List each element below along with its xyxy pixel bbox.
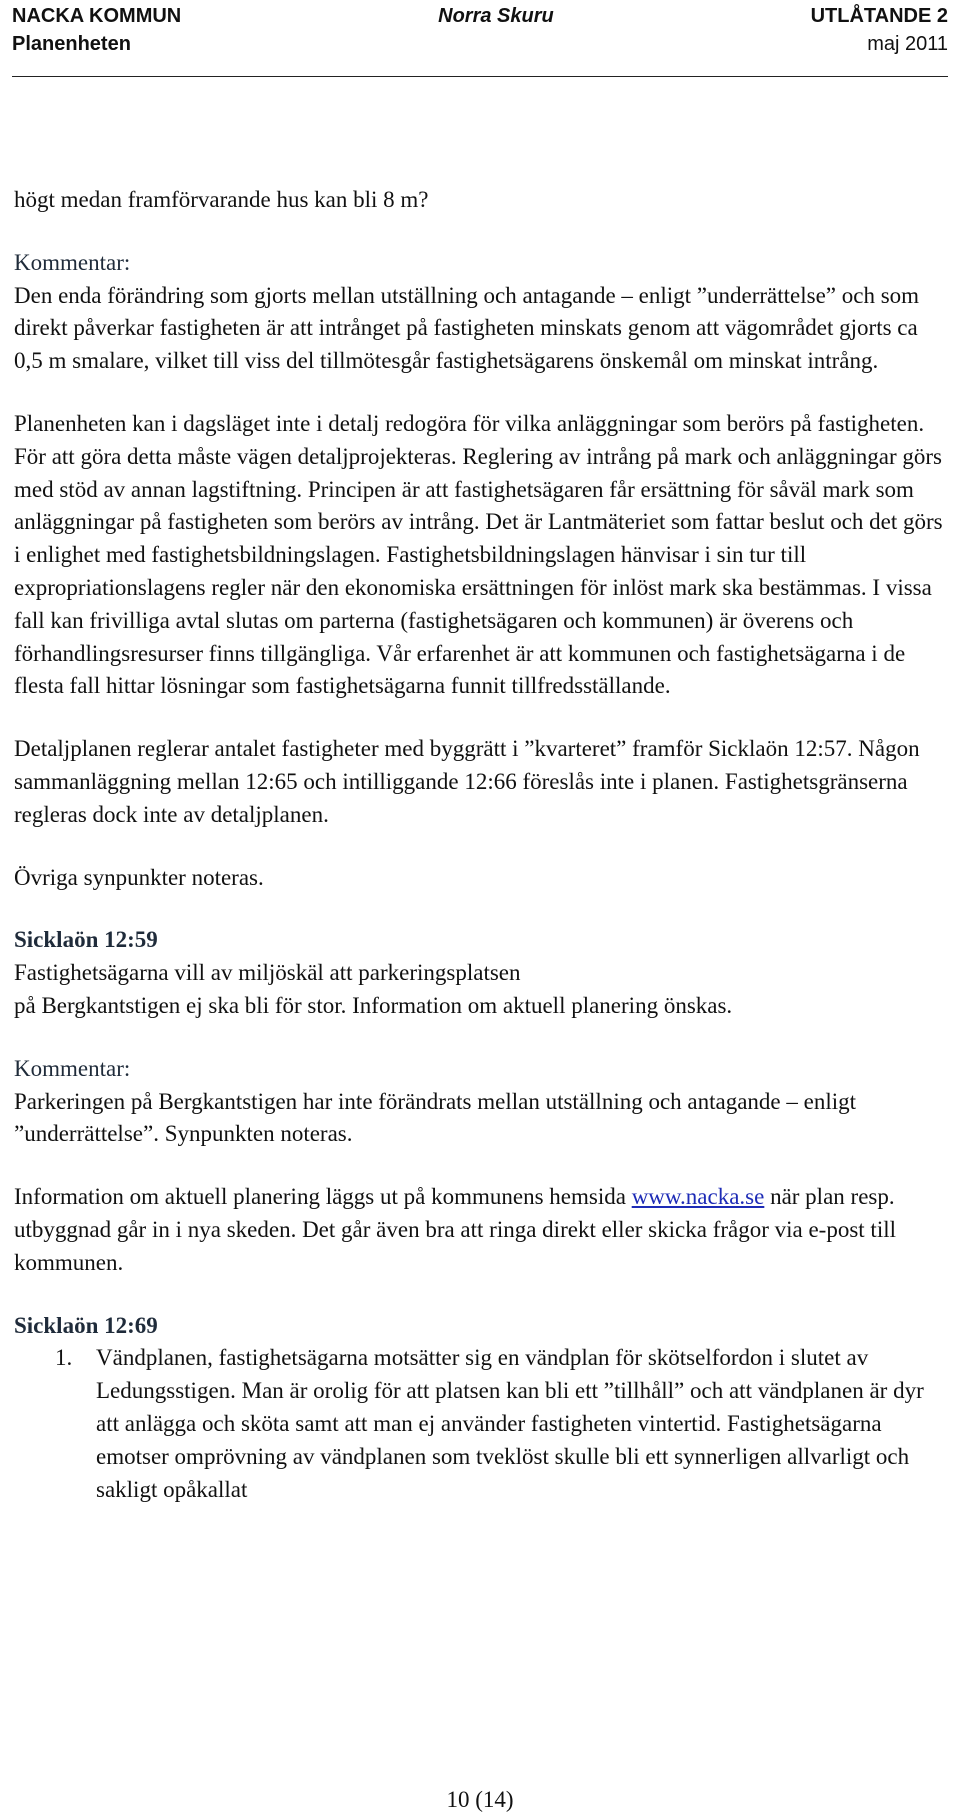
numbered-list (14, 1342, 944, 1506)
spacer (14, 1151, 944, 1181)
spacer (14, 832, 944, 862)
paragraph-other-notes: Övriga synpunkter noteras. (14, 864, 264, 890)
comment-label: Kommentar: (14, 249, 131, 275)
paragraph-intro: högt medan framförvarande hus kan bli 8 m? (14, 187, 429, 212)
header-project-title: Norra Skuru (438, 5, 554, 27)
document-header (12, 2, 948, 77)
header-document-type: UTLÅTANDE 2 (810, 5, 948, 27)
spacer (14, 217, 944, 247)
section-text-line-1: Fastighetsägarna vill av miljöskäl att parkeringsplatsen (14, 960, 521, 986)
comment-text: Den enda förändring som gjorts mellan utställning och antagande – enligt ”underrättelse” och som direkt påverkar fastigheten är att intrånget på fastigheten minskats genom att vägområdet gjorts ca 0,5 m smalare, vilket till viss del tillmötesgår fastighetsägarens önskemål om minskat intrång. (14, 282, 920, 374)
spacer (14, 703, 944, 733)
spacer (14, 894, 944, 924)
section-text-line-2: på Bergkantstigen ej ska bli för stor. Information om aktuell planering önskas. (14, 992, 733, 1018)
paragraph-planning: Planenheten kan i dagsläget inte i detalj redogöra för vilka anläggningar som berörs på fastigheten. För att göra detta måste vägen detaljprojekteras. Reglering av intrång på mark och anläggningar görs med stöd av annan lagstiftning. Principen är att fastighetsägaren får ersättning för såväl mark som anläggningar på fastigheten som berörs av intrång. Det är Lantmäteriet som fattar beslut och det görs i enlighet med fastighetsbildningslagen. Fastighetsbildningslagen hänvisar i sin tur till expropriationslagens regler när den ekonomiska ersättningen för inlöst mark ska bestämmas. I vissa fall kan frivilliga avtal slutas om parterna (fastighetsägaren och kommunen) är överens och förhandlingsresurser finns tillgängliga. Vår erfarenhet är att kommunen och fastighetsägarna i de flesta fall hittar lösningar som fastighetsägarna funnit tillfredsställande. (14, 410, 943, 699)
text-before-link: Information om aktuell planering läggs ut på kommunens hemsida (14, 1184, 632, 1210)
website-link[interactable]: www.nacka.se (631, 1184, 765, 1210)
list-number: 1. (55, 1345, 73, 1371)
document-body (14, 184, 944, 1506)
list-item-text: Vändplanen, fastighetsägarna motsätter sig en vändplan för skötselfordon i slutet av Ledungsstigen. Man är orolig för att platsen kan bli ett ”tillhåll” och att vändplanen är dyr att anlägga och sköta samt att man ej använder fastigheten vintertid. Fastighetsägarna emotser omprövning av vändplanen som tveklöst skulle bli ett synnerligen allvarligt och sakligt opåkallat (96, 1345, 924, 1502)
header-organization: NACKA KOMMUN (12, 5, 182, 27)
paragraph-website-info (14, 1181, 944, 1279)
spacer (14, 1280, 944, 1310)
spacer (14, 1023, 944, 1053)
list-item (55, 1342, 944, 1506)
header-row-top (12, 2, 948, 30)
header-row-bottom (12, 30, 948, 58)
header-department: Planenheten (12, 33, 131, 55)
spacer (14, 378, 944, 408)
paragraph-detail-plan: Detaljplanen reglerar antalet fastigheter med byggrätt i ”kvarteret” framför Sicklaön 12:57. Någon sammanläggning mellan 12:65 och intilliggande 12:66 föreslås inte i planen. Fastighetsgränserna regleras dock inte av detaljplanen. (14, 736, 920, 827)
comment-label: Kommentar: (14, 1055, 131, 1081)
header-date: maj 2011 (867, 33, 948, 55)
section-title-12-59: Sicklaön 12:59 (14, 927, 158, 953)
page-number: 10 (14) (446, 1787, 514, 1812)
section-title-12-69: Sicklaön 12:69 (14, 1312, 158, 1338)
comment-text: Parkeringen på Bergkantstigen har inte förändrats mellan utställning och antagande – enligt ”underrättelse”. Synpunkten noteras. (14, 1088, 857, 1147)
text-after-link: när plan resp. utbyggnad går in i nya skeden. Det går även bra att ringa direkt eller skicka frågor via e-post till kommunen. (14, 1184, 896, 1275)
